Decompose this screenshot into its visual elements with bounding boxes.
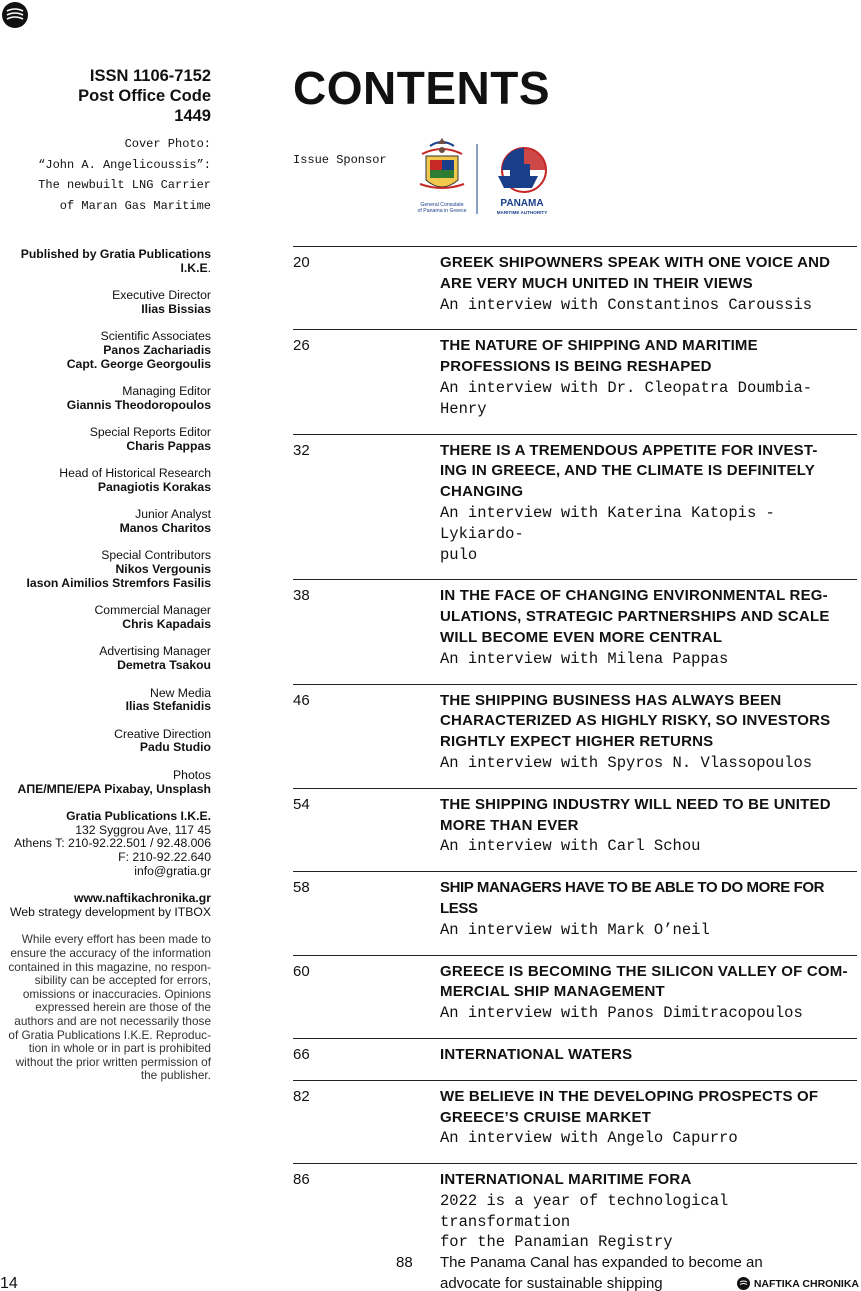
toc-page-number: 32: [293, 441, 310, 459]
credit-commercial-manager: Commercial Manager Chris Kapadais: [94, 603, 211, 632]
toc-subtitle: An interview with Katerina Katopis - Lykiardo- pulo: [440, 503, 775, 564]
toc-page-number: 20: [293, 254, 310, 271]
toc-headline: THE SHIPPING INDUSTRY WILL NEED TO BE UNITED MORE THAN EVER: [440, 795, 831, 834]
brand-name: NAFTIKA CHRONIKA: [753, 1277, 859, 1290]
toc-subtitle: An interview with Mark O’neil: [440, 920, 710, 939]
toc-page-number: 46: [293, 691, 310, 709]
toc-entry[interactable]: [293, 871, 857, 954]
page-number: 14: [0, 1275, 18, 1291]
toc-entry[interactable]: [293, 434, 857, 580]
credit-managing-editor: Managing Editor Giannis Theodoropoulos: [66, 384, 211, 412]
toc-page-number: 58: [293, 879, 310, 897]
credits: [0, 248, 211, 1083]
toc-headline: THE NATURE OF SHIPPING AND MARITIME PROFESSIONS IS BEING RESHAPED: [440, 337, 758, 376]
toc-subtitle: An interview with Carl Schou: [440, 837, 701, 856]
sponsor-logo-caption-1: General Consulate: [420, 202, 464, 208]
toc-entry[interactable]: [293, 1163, 857, 1291]
toc-subtitle: 2022 is a year of technological transformation for the Panamian Registry: [440, 1191, 729, 1252]
post-office-label: Post Office Code: [78, 87, 211, 105]
toc-entry[interactable]: [293, 955, 857, 1038]
toc-entry[interactable]: [293, 1038, 857, 1080]
publisher-credit: Published by Gratia Publications I.K.E.: [20, 247, 211, 275]
toc-subentry-page: 88: [396, 1254, 413, 1272]
credit-creative-direction: Creative Direction Padu Studio: [114, 726, 211, 755]
toc-page-number: 60: [293, 962, 310, 980]
credit-special-contributors: Special Contributors Nikos Vergounis Iason Aimilios Stremfors Fasilis: [26, 548, 211, 591]
email-link[interactable]: info@gratia.gr: [134, 864, 211, 878]
toc-subtitle: An interview with Angelo Capurro: [440, 1129, 738, 1148]
panama-maritime-authority-icon: [498, 148, 546, 192]
toc-subtitle: An interview with Constantinos Caroussis: [440, 295, 813, 314]
sponsor-logos: [412, 136, 552, 224]
toc-entry[interactable]: [293, 579, 857, 683]
cover-photo-credit: Cover Photo: “John A. Angelicoussis”: The newbuilt LNG Carrier of Maran Gas Maritime: [38, 137, 211, 213]
toc-headline: SHIP MANAGERS HAVE TO BE ABLE TO DO MORE FOR LESS: [440, 879, 825, 917]
toc-page-number: 38: [293, 587, 310, 605]
credit-scientific-associates: Scientific Associates Panos Zachariadis Capt. George Georgoulis: [66, 329, 211, 371]
credit-junior-analyst: Junior Analyst Manos Charitos: [119, 507, 211, 536]
toc-headline: GREECE IS BECOMING THE SILICON VALLEY OF COM- MERCIAL SHIP MANAGEMENT: [440, 962, 848, 1001]
toc-page-number: 54: [293, 795, 310, 813]
credit-executive-director: Executive Director Ilias Bissias: [112, 288, 211, 316]
toc-headline: INTERNATIONAL WATERS: [440, 1045, 633, 1063]
table-of-contents: [293, 246, 857, 1291]
toc-subentry-text: The Panama Canal has expanded to become an advocate for sustainable shipping: [440, 1254, 763, 1291]
toc-subtitle: An interview with Dr. Cleopatra Doumbia-Henry: [440, 378, 813, 418]
brand-logo-icon: [737, 1277, 750, 1290]
post-code: 1449: [174, 107, 211, 125]
toc-headline: INTERNATIONAL MARITIME FORA: [440, 1171, 692, 1189]
toc-entry[interactable]: [293, 1080, 857, 1163]
toc-subtitle: An interview with Milena Pappas: [440, 649, 729, 668]
sponsor-label: Issue Sponsor: [293, 153, 387, 167]
toc-subtitle: An interview with Spyros N. Vlassopoulos: [440, 753, 813, 772]
toc-entry[interactable]: [293, 246, 857, 329]
footer-brand: [737, 1277, 859, 1290]
magazine-logo-icon: [2, 2, 28, 28]
publisher-address: Gratia Publications I.K.E. 132 Syggrou Ave, 117 45 Athens T: 210-92.22.501 / 92.48.006 F: 210-92.22.640 info@gratia.gr: [0, 810, 211, 879]
sponsor-logo-caption-2: of Panama in Greece: [417, 208, 467, 214]
toc-entry[interactable]: [293, 684, 857, 788]
toc-headline: WE BELIEVE IN THE DEVELOPING PROSPECTS OF GREECE’S CRUISE MARKET: [440, 1087, 819, 1126]
panama-coat-of-arms-icon: [420, 138, 464, 188]
web-info: www.naftikachronika.gr Web strategy development by ITBOX: [0, 892, 211, 920]
sponsor-logo-sub: MARITIME AUTHORITY: [496, 210, 548, 215]
toc-page-number: 86: [293, 1171, 310, 1189]
credit-advertising-manager: Advertising Manager Demetra Tsakou: [99, 644, 211, 673]
issn: ISSN 1106-7152: [89, 67, 211, 85]
credit-historical-research: Head of Historical Research Panagiotis Korakas: [59, 466, 211, 495]
toc-page-number: 82: [293, 1087, 310, 1105]
masthead: [0, 66, 211, 1083]
credit-special-reports-editor: Special Reports Editor Charis Pappas: [89, 425, 211, 453]
toc-headline: GREEK SHIPOWNERS SPEAK WITH ONE VOICE AND ARE VERY MUCH UNITED IN THEIR VIEWS: [440, 254, 831, 292]
toc-entry[interactable]: [293, 788, 857, 871]
toc-page-number: 26: [293, 337, 310, 355]
toc-entry[interactable]: [293, 329, 857, 433]
page-title: CONTENTS: [293, 62, 550, 114]
sponsor-logo-brand: PANAMA: [500, 198, 544, 209]
toc-headline: THERE IS A TREMENDOUS APPETITE FOR INVEST- ING IN GREECE, AND THE CLIMATE IS DEFINITELY CHANGING: [440, 441, 818, 501]
credit-new-media: New Media Ilias Stefanidis: [125, 685, 211, 714]
disclaimer: While every effort has been made to ensure the accuracy of the information contained in this magazine, no respon- sibility can be accepted for errors, omissions or inaccuracies. Opinions expressed herein are those of the authors and are not necessarily those of Gratia Publications I.K.E. Reproduc- tion in whole or in part is prohibited without the prior written permission of the publisher.: [8, 932, 211, 1083]
website-link[interactable]: www.naftikachronika.gr: [73, 891, 211, 906]
toc-headline: IN THE FACE OF CHANGING ENVIRONMENTAL REG- ULATIONS, STRATEGIC PARTNERSHIPS AND SCALE WILL BECOME EVEN MORE CENTRAL: [440, 587, 830, 646]
credit-photos: Photos ΑΠΕ/ΜΠΕ/EPA Pixabay, Unsplash: [17, 767, 211, 796]
toc-headline: THE SHIPPING BUSINESS HAS ALWAYS BEEN CHARACTERIZED AS HIGHLY RISKY, SO INVESTORS RIGHTLY EXPECT HIGHER RETURNS: [440, 691, 831, 751]
toc-subtitle: An interview with Panos Dimitracopoulos: [440, 1004, 803, 1023]
toc-page-number: 66: [293, 1045, 310, 1063]
